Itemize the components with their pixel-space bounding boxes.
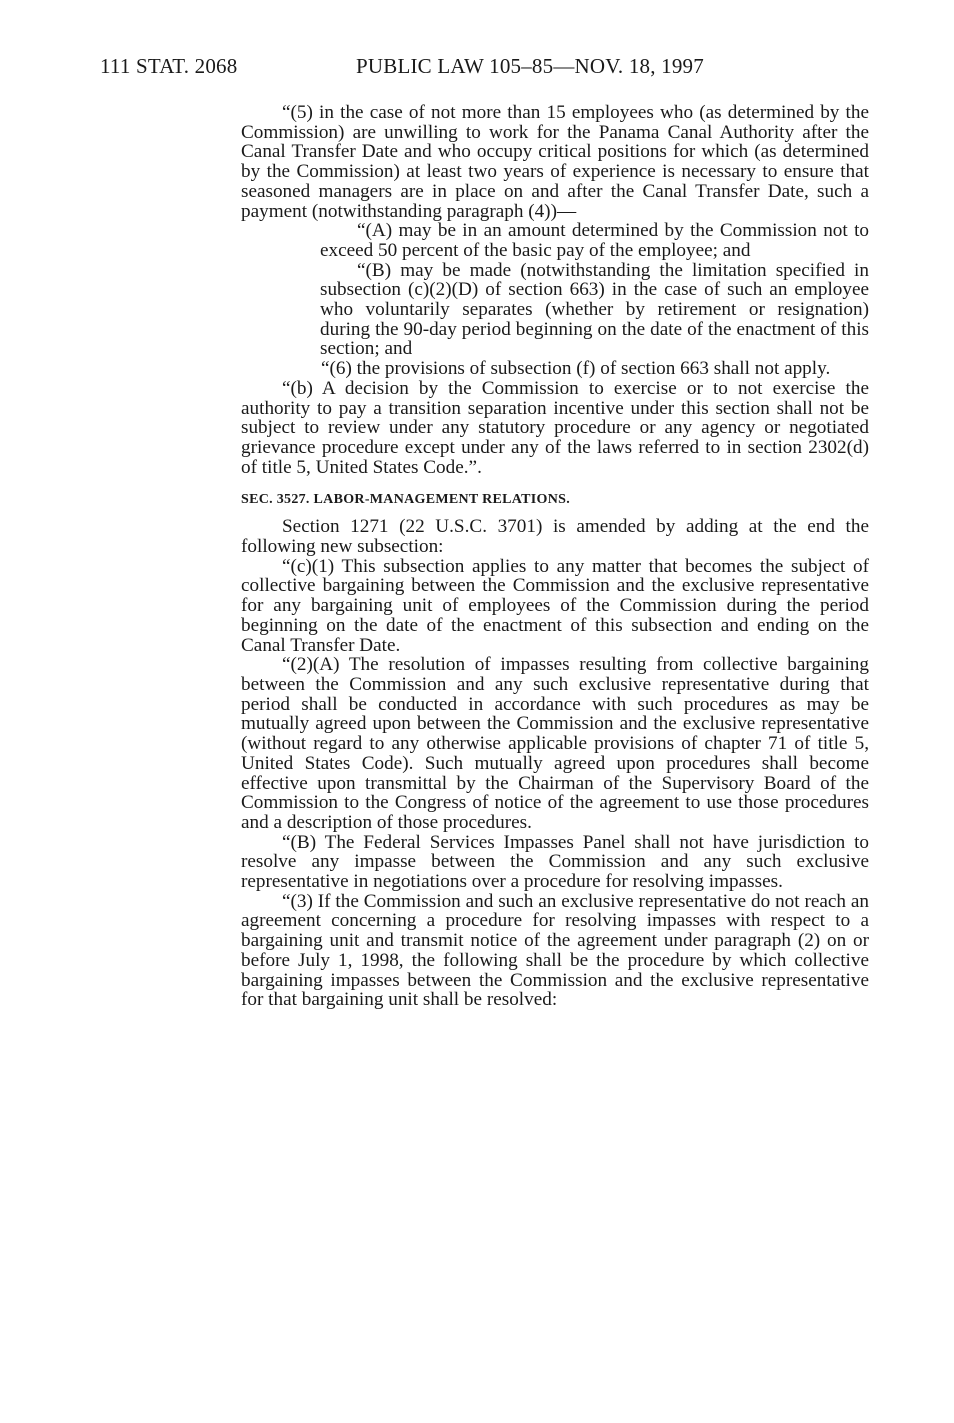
public-law-date: PUBLIC LAW 105–85—NOV. 18, 1997 [356, 54, 704, 78]
section-intro: Section 1271 (22 U.S.C. 3701) is amended by adding at the end the following new subsection: [241, 516, 869, 558]
paragraph-3: “(3) If the Commission and such an exclusive representative do not reach an agreement concerning a procedure for resolving impasses with respect to a bargaining unit and transmit notice of the agreement under paragraph (2) on or before July 1, 1998, the following shall be the procedure by which collective bargaining impasses between the Commission and the exclusive representative for that bargaining unit shall be resolved: [241, 890, 869, 1011]
paragraph-5: “(5) in the case of not more than 15 employees who (as determined by the Commission) are unwilling to work for the Panama Canal Authority after the Canal Transfer Date and who occupy critical positions for which (as determined by the Commission) at least two years of experience is necessary to ensure that seasoned managers are in place on and after the Canal Transfer Date, such a payment (notwithstanding paragraph (4))— [241, 102, 869, 222]
running-header [100, 54, 860, 84]
document-body [241, 103, 869, 1010]
section-heading: SEC. 3527. LABOR-MANAGEMENT RELATIONS. [241, 492, 571, 508]
paragraph-2b: “(B) The Federal Services Impasses Panel shall not have jurisdiction to resolve any impasse between the Commission and any such exclusive representative in negotiations over a procedure for resolving impasses. [241, 831, 869, 893]
paragraph-6: “(6) the provisions of subsection (f) of section 663 shall not apply. [321, 358, 831, 380]
paragraph-2a: “(2)(A) The resolution of impasses resulting from collective bargaining between the Commission and any such exclusive representative during that period shall be conducted in accordance with such procedures as may be mutually agreed upon between the Commission and the exclusive representative (without regard to any otherwise applicable provisions of chapter 71 of title 5, United States Code). Such mutually agreed upon procedures shall become effective upon transmittal by the Chairman of the Supervisory Board of the Commission to the Congress of notice of the agreement to use those procedures and a description of those procedures. [241, 654, 869, 833]
subsection-b: “(b) A decision by the Commission to exercise or to not exercise the authority to pay a transition separation incentive under this section shall not be subject to review under any statutory procedure or any agency or negotiated grievance procedure except under any of the laws referred to in section 2302(d) of title 5, United States Code.”. [241, 377, 869, 478]
statute-citation: 111 STAT. 2068 [100, 54, 238, 78]
subparagraph-5a: “(A) may be in an amount determined by the Commission not to exceed 50 percent of the basic pay of the employee; and [320, 220, 869, 261]
subsection-c1: “(c)(1) This subsection applies to any matter that becomes the subject of collective bargaining between the Commission and the exclusive representative for any bargaining unit of employees of the Commission during the period beginning on the date of the enactment of this subsection and ending on the Canal Transfer Date. [241, 555, 869, 656]
subparagraph-5b: “(B) may be made (notwithstanding the limitation specified in subsection (c)(2)(D) of section 663) in the case of such an employee who voluntarily separates (whether by retirement or resignation) during the 90-day period beginning on the date of the enactment of this section; and [320, 259, 869, 360]
